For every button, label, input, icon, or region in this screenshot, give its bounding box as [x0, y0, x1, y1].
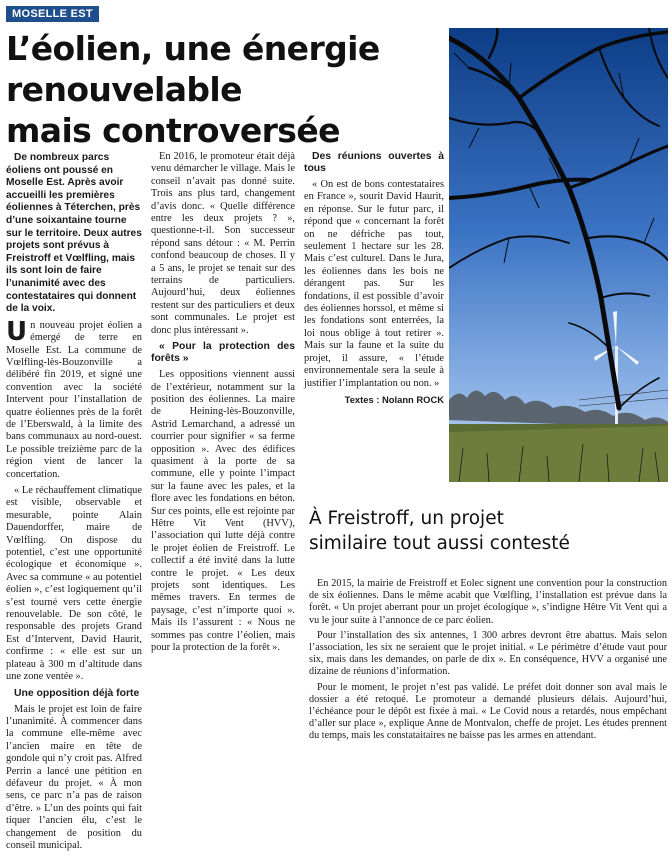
headline-line-2: renouvelable — [6, 70, 242, 109]
subhead-meetings: Des réunions ouvertes à tous — [304, 151, 444, 174]
sidebar-title — [309, 506, 669, 556]
article-paragraph-3: Mais le projet est loin de faire l’unanimité. À commencer dans la commune elle-même avec l’ancien maire en tête de gondole qui n’y croit pas. Alfred Perrin a lancé une pétition en défaveur du projet. « À mon sens, ce parc n’a pas de raison d’être. » L’un des points qui fait tiquer l’ancien élu, c’est le changement de position du conseil municipal. — [6, 703, 142, 851]
drop-cap: U — [6, 316, 28, 347]
wind-turbine-photo — [449, 28, 668, 482]
byline: Textes : Nolann ROCK — [344, 393, 444, 405]
sidebar-body — [309, 578, 667, 746]
subhead-forests: « Pour la protection des forêts » — [151, 341, 295, 365]
sidebar-title-line-1: À Freistroff, un projet — [309, 508, 504, 529]
headline-line-3: mais controversée — [6, 111, 340, 150]
subhead-opposition: Une opposition déjà forte — [14, 687, 140, 699]
sidebar-paragraph-3: Pour le moment, le projet n’est pas validé. Le préfet doit donner son aval mais le dossier a été retoqué. Le promoteur a demandé plusieurs délais. Aujourd’hui, l’échéance pour le dépôt est fixée à mai. « Le Covid nous a retardés, nous empêchant d’aller sur place », explique Anne de Montvalon, cheffe de projet. Les études prennent du temps, mais les constataitaires ne baisse pas les armes en attendant. — [309, 681, 667, 742]
sidebar-title-line-2: similaire tout aussi contesté — [309, 533, 570, 554]
headline — [6, 28, 444, 151]
article-column-3 — [304, 151, 444, 406]
article-column-1 — [6, 152, 142, 856]
lead-text: n nouveau projet éolien a émergé de terre en Moselle Est. La commune de Vœlfling-lès-Bouzonville a délibéré fin 2019, et signé une convention avec la société Intervent pour l’installation de quatre éoliennes près de la forêt de l’Eberswald, à la limite des bans communaux au nord-ouest. Le possible treizième parc de la région vient de lancer la concertation. — [6, 319, 142, 480]
article-column-2 — [151, 151, 295, 658]
section-tag: MOSELLE EST — [6, 6, 99, 22]
article-paragraph-5: Les oppositions viennent aussi de l’extérieur, notamment sur la position des éoliennes. La maire de Heining-lès-Bouzonville, Astrid Lemarchand, a adressé un courrier pour signifier « sa ferme opposition ». Avec des édifices quasiment à la porte de sa commune, elle y pointe l’impact sur la faune avec les pales, et la flore avec les fondations en béton. Sur ces points, elle est rejointe par Hêtre Vit Vent (HVV), l’association qui lutte déjà contre le projet éolien de Freistroff. Le collectif a été invité dans la lutte contre le projet. « Les deux projets sont identiques. Les mêmes travers. En termes de paysage, c’est n’importe quoi ». Mais ils l’assurent : « Nous ne sommes pas contre l’éolien, mais pour la protection de la forêt ». — [151, 369, 295, 654]
article-paragraph-6: « On est de bons contestataires en France », sourit David Haurit, en réponse. Sur le futur parc, il répond que « concernant la forêt on ne défriche pas tout, seulement 1 hectare sur les 28. Mais c’est culturel. Dans le Jura, les éoliennes dans les bois ne dérangent pas. Sur les fondations, il est possible d’avoir des éoliennes horssol, et même si les fondations sont enterrées, la loi nous oblige à tout retirer ». Mais sur la faune et la suite du projet, il assure, « l’étude environnementale sera la seule à justifier l’implantation ou non. » — [304, 179, 444, 389]
lead-paragraph — [6, 316, 142, 481]
sidebar-paragraph-1: En 2015, la mairie de Freistroff et Eolec signent une convention pour la construction de six éoliennes. Dans le même acabit que Vœlfling, l’installation est prévue dans la forêt. « Un projet aberrant pour un projet écologique », s’indigne Hêtre Vit Vent qui a vu le jour suite à l’annonce de ce parc éolien. — [309, 578, 667, 626]
article-paragraph-4: En 2016, le promoteur était déjà venu démarcher le village. Mais le conseil n’avait pas donné suite. Trois ans plus tard, changement d’avis donc. « Quelle différence entre les deux projets ? », questionne-t-il. Son successeur répond sans détour : « M. Perrin confond beaucoup de choses. Il y a 5 ans, le projet se tenait sur des terrains de particuliers. Aujourd’hui, deux éoliennes restent sur des particuliers et deux sont communales. Le projet est donc plus intéressant ». — [151, 151, 295, 336]
article-paragraph-2: « Le réchauffement climatique est visible, observable et mesurable, pointe Alain Dauendorffer, maire de Vœlfling. On dispose du potentiel, c’est une opportunité écologique et économique ». Avec sa commune « au potentiel éolien », c’est logiquement qu’il s’est tourné vers cette énergie renouvelable. De son côté, le responsable des projets Grand Est d’Intervent, David Haurit, confirme : « elle est sur un plateau à 300 m d’altitude dans une zone ventée ». — [6, 485, 142, 683]
sidebar-paragraph-2: Pour l’installation des six antennes, 1 300 arbres devront être abattus. Mais selon l’association, les six ne seraient que le projet initial. « Le périmètre d’étude vaut pour six, mais dans les demandes, on parle de dix ». En conséquence, HVV a organisé une dizaine de réunions d’information. — [309, 629, 667, 678]
headline-line-1: L’éolien, une énergie — [6, 29, 380, 68]
chapeau: De nombreux parcs éoliens ont poussé en Moselle Est. Après avoir accueilli les premières éoliennes à Téterchen, près d’une soixantaine tourne sur le territoire. Deux autres projets sont prévus à Freistroff et Vœlfling, mais ils sont loin de faire l’unanimité avec des contestataires qui donnent de la voix. — [6, 152, 142, 315]
